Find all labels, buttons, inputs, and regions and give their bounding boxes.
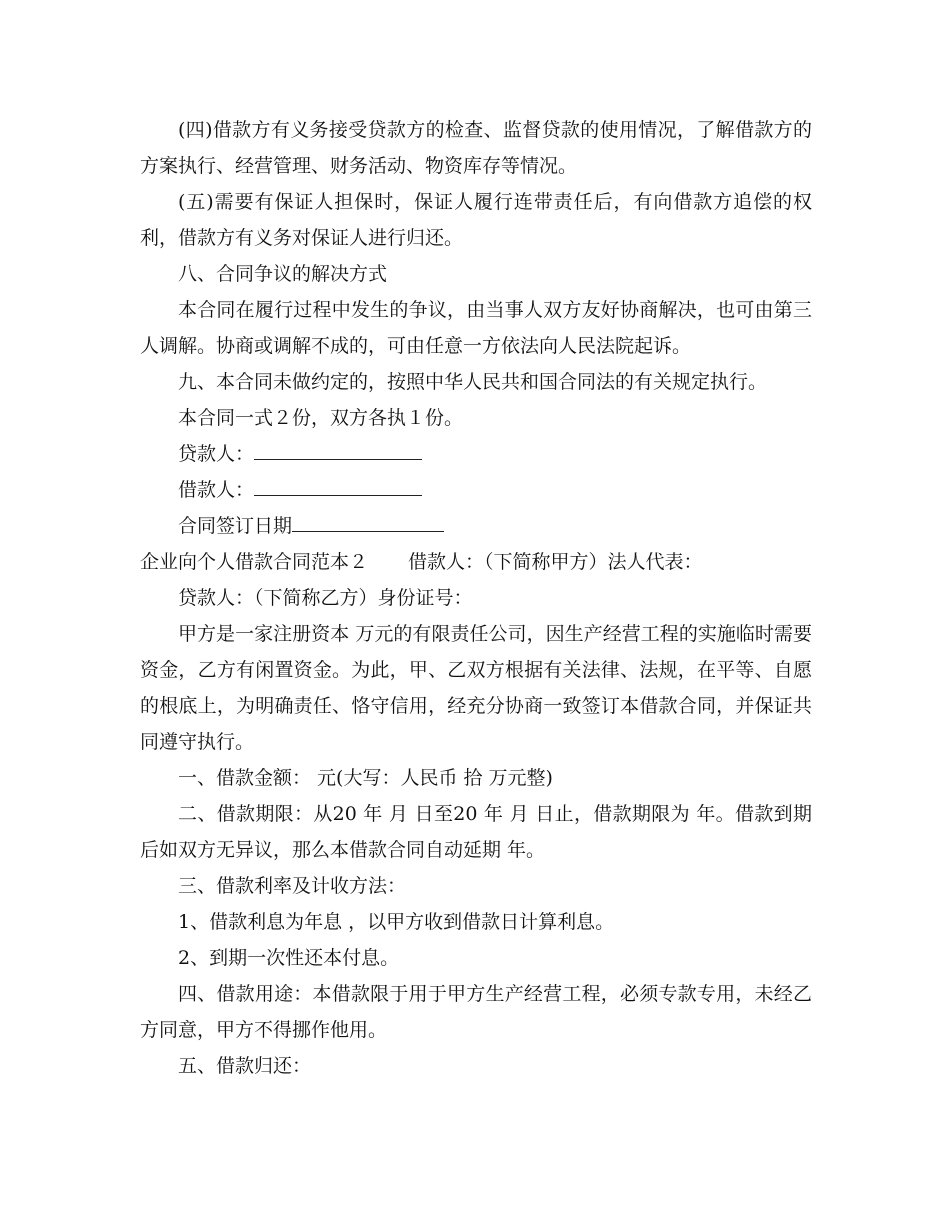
lender-signature-label: 贷款人： [178,443,255,465]
section-9-paragraph: 九、本合同未做约定的，按照中华人民共和国合同法的有关规定执行。 [178,371,768,393]
section2-lender-line: 贷款人：（下简称乙方）身份证号： [178,587,473,609]
document-body [140,112,812,1084]
dispute-resolution-paragraph: 本合同在履行过程中发生的争议，由当事人双方友好协商解决，也可由第三人调解。协商或调解不成的，可由任意一方依法向人民法院起诉。 [140,299,812,357]
sign-date-blank[interactable] [292,509,444,532]
section2-intro-paragraph: 甲方是一家注册资本 万元的有限责任公司，因生产经营工程的实施临时需要资金，乙方有闲置资金。为此，甲、乙双方根据有关法律、法规，在平等、自愿的根底上，为明确责任、恪守信用，经充分协商一致签订本借款合同，并保证共同遵守执行。 [140,623,812,753]
interest-heading: 三、借款利率及计收方法： [178,875,407,897]
sign-date-line [140,508,812,544]
borrower-signature-line [140,472,812,508]
section2-title: 企业向个人借款合同范本２ [140,551,369,573]
clause-4-paragraph: (四)借款方有义务接受贷款方的检查、监督贷款的使用情况，了解借款方的方案执行、经营管理、财务活动、物资库存等情况。 [140,119,812,177]
clause-5-paragraph: (五)需要有保证人担保时，保证人履行连带责任后，有向借款方追偿的权利，借款方有义务对保证人进行归还。 [140,191,812,249]
lender-signature-line [140,436,812,472]
sign-date-label: 合同签订日期 [178,515,293,537]
interest-item-2: 2、到期一次性还本付息。 [178,947,400,969]
lender-signature-blank[interactable] [254,437,422,460]
copies-paragraph: 本合同一式２份，双方各执１份。 [178,407,464,429]
loan-purpose-paragraph: 四、借款用途：本借款限于用于甲方生产经营工程，必须专款专用，未经乙方同意，甲方不得挪作他用。 [140,983,812,1041]
loan-repayment-heading: 五、借款归还： [178,1055,312,1077]
borrower-signature-label: 借款人： [178,479,255,501]
borrower-signature-blank[interactable] [254,473,422,496]
section-8-heading: 八、合同争议的解决方式 [178,263,388,285]
section2-title-line [140,544,812,580]
interest-item-1: 1、借款利息为年息 ，以甲方收到借款日计算利息。 [178,911,615,933]
loan-term-paragraph: 二、借款期限：从20 年 月 日至20 年 月 日止，借款期限为 年。借款到期后如双方无异议，那么本借款合同自动延期 年。 [140,803,812,861]
loan-amount-paragraph: 一、借款金额： 元(大写：人民币 拾 万元整) [178,767,553,789]
section2-borrower-line: 借款人：（下简称甲方）法人代表： [408,551,703,573]
